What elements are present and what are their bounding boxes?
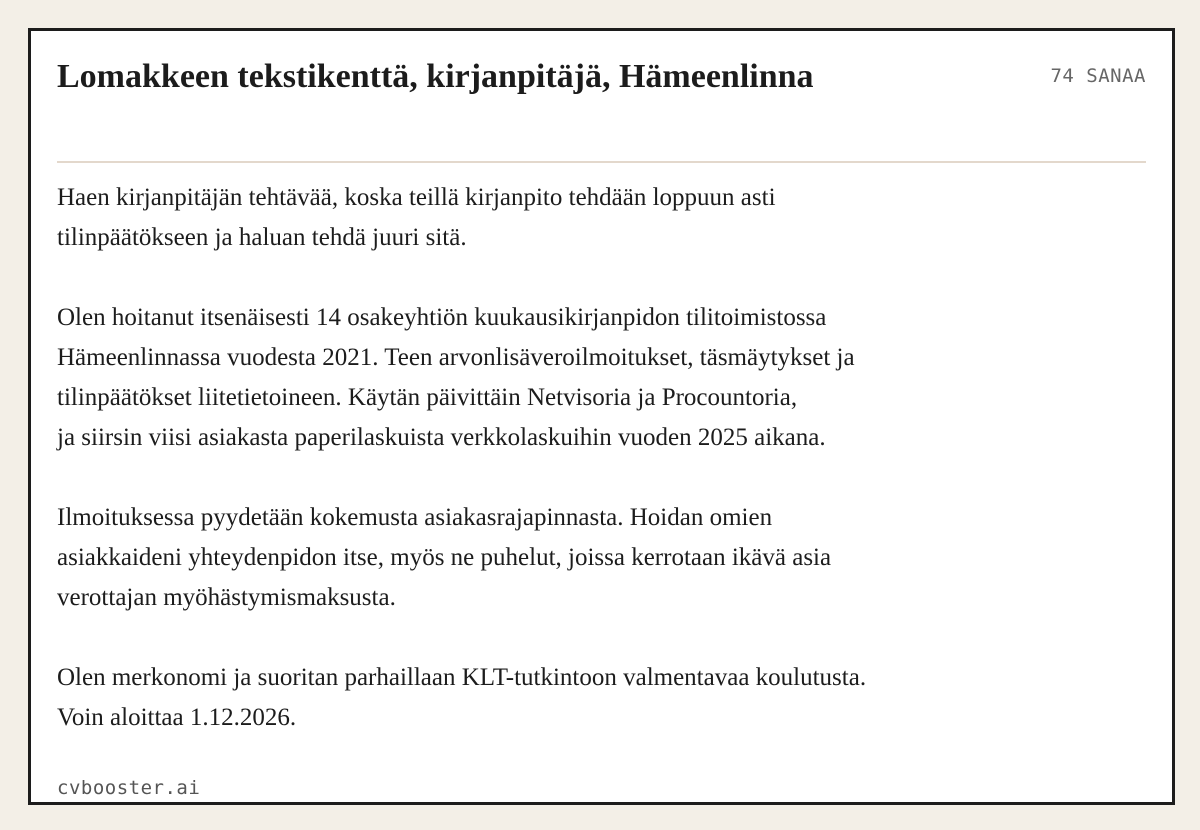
document-card — [28, 28, 1175, 805]
paragraph-experience: Olen hoitanut itsenäisesti 14 osakeyhtiön kuukausikirjanpidon tilitoimistossa Hämeenlinnassa vuodesta 2021. Teen arvonlisäveroilmoitukset, täsmäytykset ja tilinpäätökset liitetietoineen. Käytän päivittäin Netvisoria ja Procountoria, ja siirsin viisi asiakasta paperilaskuista verkkolaskuihin vuoden 2025 aikana. — [57, 304, 855, 451]
word-count-badge: 74 SANAA — [1050, 65, 1146, 87]
document-title: Lomakkeen tekstikenttä, kirjanpitäjä, Hämeenlinna — [57, 58, 814, 95]
paragraph-customer-interface: Ilmoituksessa pyydetään kokemusta asiakasrajapinnasta. Hoidan omien asiakkaideni yhteydenpidon itse, myös ne puhelut, joissa kerrotaan ikävä asia verottajan myöhästymismaksusta. — [57, 504, 832, 611]
document-header — [57, 55, 1146, 98]
header-divider — [57, 161, 1146, 163]
document-body — [57, 178, 1057, 778]
paragraph-education-availability: Olen merkonomi ja suoritan parhaillaan KLT-tutkintoon valmentavaa koulutusta. Voin aloittaa 1.12.2026. — [57, 664, 867, 731]
paragraph-motivation: Haen kirjanpitäjän tehtävää, koska teillä kirjanpito tehdään loppuun asti tilinpäätökseen ja haluan tehdä juuri sitä. — [57, 184, 776, 251]
footer-brand: cvbooster.ai — [57, 777, 201, 799]
